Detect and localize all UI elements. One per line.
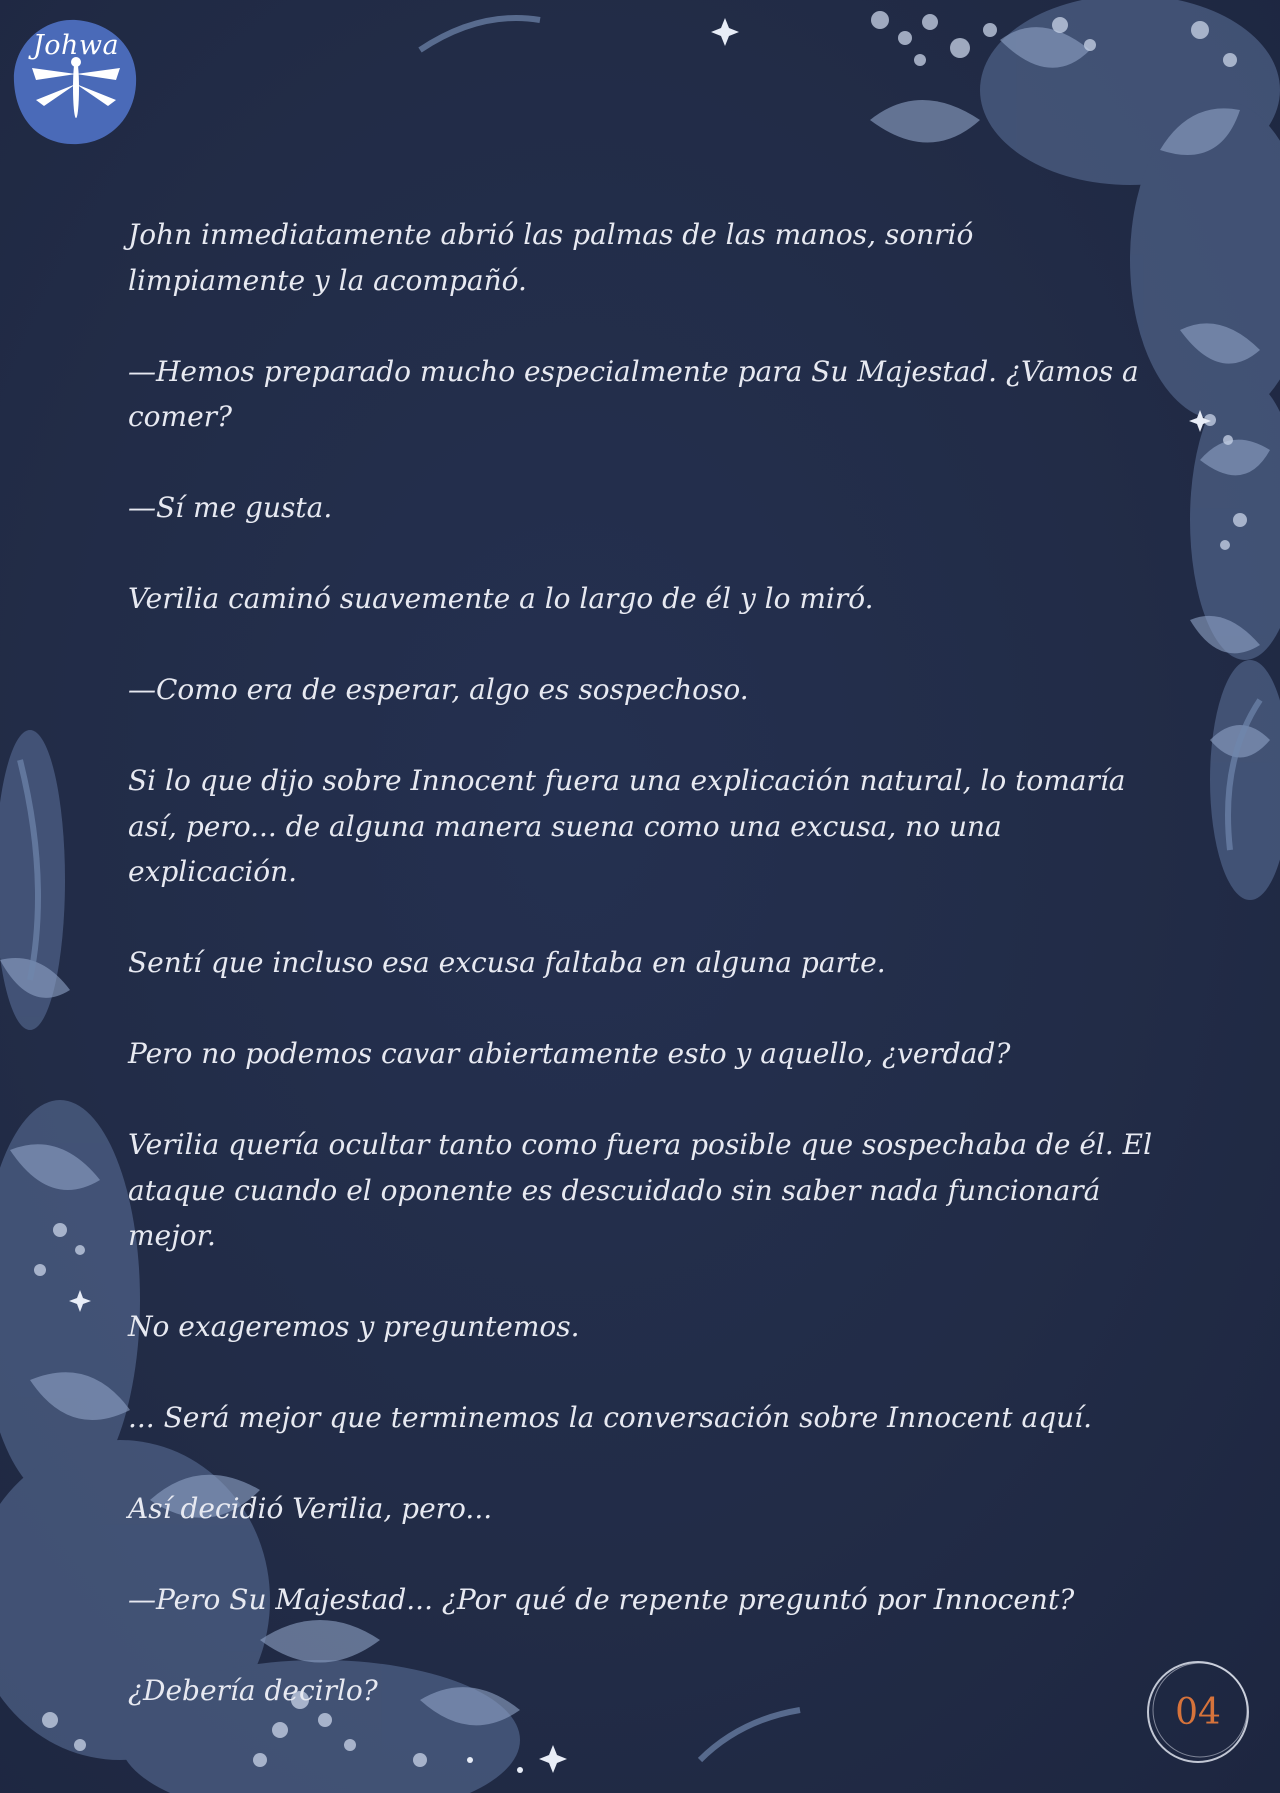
page-number-text: 04	[1175, 1692, 1221, 1733]
johwa-logo	[10, 16, 142, 148]
paragraph: ... Será mejor que terminemos la conversación sobre Innocent aquí.	[128, 1401, 1093, 1434]
paragraph: Verilia quería ocultar tanto como fuera posible que sospechaba de él. El ataque cuando el oponente es descuidado sin saber nada funcionará mejor.	[128, 1128, 1153, 1252]
paragraph: —Sí me gusta.	[128, 491, 333, 524]
paragraph: Pero no podemos cavar abiertamente esto y aquello, ¿verdad?	[128, 1037, 1011, 1070]
paragraph: Sentí que incluso esa excusa faltaba en alguna parte.	[128, 946, 886, 979]
page-number	[1142, 1656, 1254, 1768]
paragraph: ¿Debería decirlo?	[128, 1674, 378, 1707]
paragraph: John inmediatamente abrió las palmas de las manos, sonrió limpiamente y la acompañó.	[128, 218, 974, 297]
paragraph: —Como era de esperar, algo es sospechoso.	[128, 673, 749, 706]
story-text	[128, 212, 1153, 1759]
paragraph: No exageremos y preguntemos.	[128, 1310, 580, 1343]
paragraph: —Pero Su Majestad... ¿Por qué de repente preguntó por Innocent?	[128, 1583, 1075, 1616]
paragraph: Así decidió Verilia, pero...	[128, 1492, 493, 1525]
paragraph: —Hemos preparado mucho especialmente para Su Majestad. ¿Vamos a comer?	[128, 354, 1139, 433]
paragraph: Verilia caminó suavemente a lo largo de él y lo miró.	[128, 582, 874, 615]
paragraph: Si lo que dijo sobre Innocent fuera una explicación natural, lo tomaría así, pero... de alguna manera suena como una excusa, no una explicación.	[128, 764, 1126, 888]
logo-text: Johwa	[32, 30, 120, 61]
